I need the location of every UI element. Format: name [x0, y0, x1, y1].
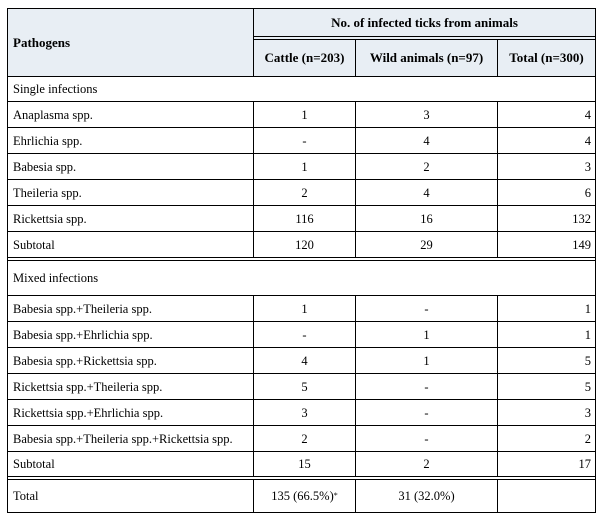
row-pathogen: Babesia spp.+Rickettsia spp. [13, 353, 157, 368]
row-pathogen: Anaplasma spp. [13, 107, 93, 122]
row-cattle: 15 [298, 457, 311, 471]
row-total: 2 [584, 431, 591, 446]
row-pathogen: Babesia spp.+Theileria spp. [13, 301, 152, 316]
row-wild: - [424, 431, 429, 446]
row-cattle: 4 [301, 353, 308, 368]
rule-header-group [253, 36, 595, 37]
row-total [498, 480, 591, 512]
row-total: 4 [584, 133, 591, 148]
infected-ticks-table [7, 8, 596, 513]
row-cattle: 135 (66.5%) * [271, 489, 338, 503]
row-cattle: 5 [301, 379, 308, 394]
row-total: 1 [584, 327, 591, 342]
section-label-single: Single infections [13, 82, 98, 96]
row-wild: 16 [420, 211, 433, 226]
row-pathogen: Theileria spp. [13, 185, 82, 200]
row-total: 3 [584, 405, 591, 420]
row-pathogen: Rickettsia spp.+Theileria spp. [13, 379, 163, 394]
row-cattle: 1 [301, 301, 308, 316]
header-pathogens: Pathogens [13, 34, 71, 50]
row-wild: 29 [420, 237, 433, 252]
row-pathogen: Ehrlichia spp. [13, 133, 83, 148]
row-cattle: 1 [301, 159, 308, 174]
row-total: 5 [584, 379, 591, 394]
row-total: 1 [584, 301, 591, 316]
row-wild: 1 [423, 353, 430, 368]
rule-section-double [8, 257, 595, 258]
row-total: 17 [578, 457, 591, 471]
row-total: 132 [572, 211, 591, 226]
header-cattle: Cattle (n=203) [264, 50, 345, 65]
row-total: 149 [572, 237, 591, 252]
row-pathogen: Babesia spp.+Ehrlichia spp. [13, 327, 153, 342]
row-cattle: - [302, 133, 307, 148]
row-cattle: - [302, 327, 307, 342]
row-cattle: 120 [295, 237, 314, 252]
total-cattle-value: 135 (66.5%) [271, 489, 334, 503]
row-wild: 31 (32.0%) [398, 489, 455, 503]
header-total: Total (n=300) [509, 50, 584, 65]
row-pathogen: Babesia spp. [13, 159, 77, 174]
row-cattle: 2 [301, 431, 308, 446]
row-wild: - [424, 301, 429, 316]
row-total: 6 [584, 185, 591, 200]
row-total: 3 [584, 159, 591, 174]
row-pathogen: Rickettsia spp.+Ehrlichia spp. [13, 405, 164, 420]
row-cattle: 3 [301, 405, 308, 420]
row-wild: 2 [423, 159, 430, 174]
row-total: 4 [584, 107, 591, 122]
row-pathogen: Total [13, 489, 39, 503]
row-cattle: 1 [301, 107, 308, 122]
header-group-title: No. of infected ticks from animals [331, 14, 518, 30]
row-wild: 4 [423, 133, 430, 148]
row-cattle: 116 [295, 211, 314, 226]
rule-section-double [8, 476, 595, 477]
row-wild: 4 [423, 185, 430, 200]
row-wild: 2 [423, 457, 430, 471]
section-label-mixed: Mixed infections [13, 271, 99, 285]
row-cattle: 2 [301, 185, 308, 200]
row-pathogen: Rickettsia spp. [13, 211, 87, 226]
header-wild-animals: Wild animals (n=97) [369, 50, 484, 65]
row-wild: - [424, 405, 429, 420]
row-pathogen: Babesia spp.+Theileria spp.+Rickettsia spp. [13, 431, 233, 446]
row-pathogen: Subtotal [13, 457, 55, 471]
row-wild: - [424, 379, 429, 394]
row-wild: 1 [423, 327, 430, 342]
row-pathogen: Subtotal [13, 237, 55, 252]
row-wild: 3 [423, 107, 430, 122]
row-total: 5 [584, 353, 591, 368]
